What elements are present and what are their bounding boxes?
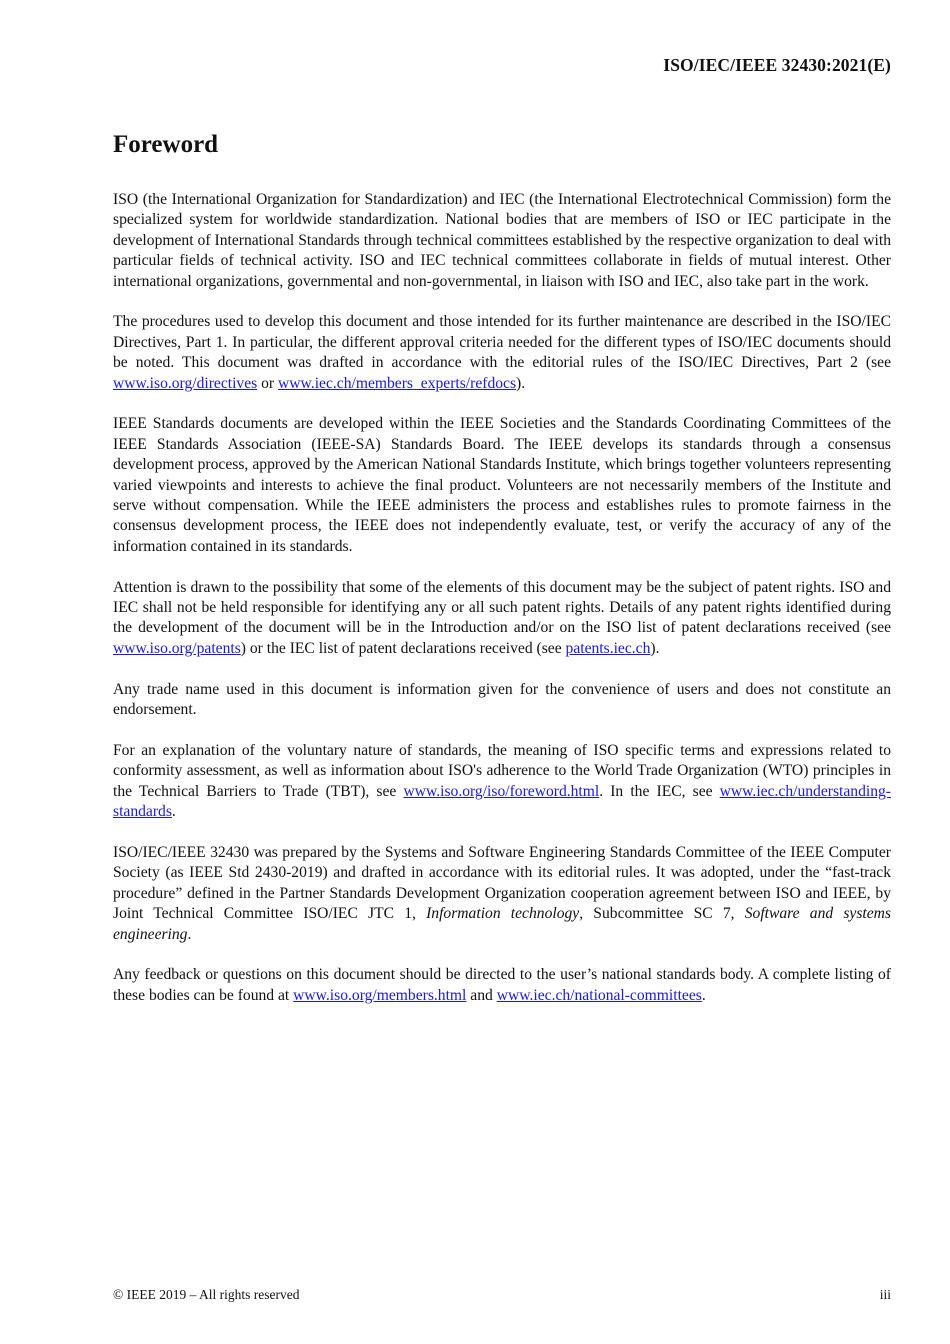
- paragraph-text: Attention is drawn to the possibility that some of the elements of this document may be the subject of patent rights. ISO and IEC shall not be held responsible for identifying any or all such patent rights. Details of any patent rights identified during the development of the document will be in the Introduction and/or on the ISO list of patent declarations received (see: [113, 578, 891, 637]
- paragraph-text: ISO/IEC/IEEE 32430 was prepared by the Systems and Software Engineering Standards Committee of the IEEE Computer Society (as IEEE Std 2430-2019) and drafted in accordance with its editorial rules. It was adopted, under the “fast-track procedure” defined in the Partner Standards Development Organization cooperation agreement between ISO and IEEE, by Joint Technical Committee ISO/IEC JTC 1,: [113, 843, 891, 923]
- paragraph-text: .: [171, 803, 176, 821]
- paragraph-trade-name: Any trade name used in this document is information given for the convenience of users and does not constitute an endorsement.: [113, 680, 891, 719]
- paragraph-text: ) or the IEC list of patent declarations received (see: [240, 639, 566, 657]
- paragraph-text: For an explanation of the voluntary nature of standards, the meaning of ISO specific terms and expressions related to conformity assessment, as well as information about ISO's adherence to the World Trade Organization (WTO) principles in the Technical Barriers to Trade (TBT), see: [113, 741, 891, 800]
- paragraph-text: or: [257, 374, 279, 392]
- paragraph-prepared-by: [113, 843, 891, 945]
- paragraph-text: ).: [650, 639, 660, 657]
- paragraph-text: .: [701, 986, 706, 1004]
- italic-information-technology: Information technology: [426, 905, 580, 923]
- foreword-body: [113, 190, 891, 1027]
- link-iec-patents[interactable]: patents.iec.ch: [565, 639, 651, 657]
- link-iso-patents[interactable]: www.iso.org/patents: [113, 639, 241, 657]
- paragraph-feedback: [113, 965, 891, 1006]
- paragraph-patent-rights: [113, 578, 891, 660]
- link-iso-directives[interactable]: www.iso.org/directives: [113, 374, 258, 392]
- paragraph-text: . In the IEC, see: [599, 782, 720, 800]
- paragraph-ieee-standards: IEEE Standards documents are developed within the IEEE Societies and the Standards Coordinating Committees of the IEEE Standards Association (IEEE-SA) Standards Board. The IEEE develops its standards through a consensus development process, approved by the American National Standards Institute, which brings together volunteers representing varied viewpoints and interests to achieve the final product. Volunteers are not necessarily members of the Institute and serve without compensation. While the IEEE administers the process and establishes rules to promote fairness in the consensus development process, the IEEE does not independently evaluate, test, or verify the accuracy of any of the information contained in its standards.: [113, 415, 891, 555]
- page-title: Foreword: [113, 131, 219, 158]
- paragraph-procedures: [113, 312, 891, 394]
- paragraph-text: Any feedback or questions on this document should be directed to the user’s national standards body. A complete listing of these bodies can be found at: [113, 966, 891, 1004]
- link-iec-understanding-standards[interactable]: www.iec.ch/understanding-standards: [113, 782, 891, 821]
- page-number: iii: [879, 1287, 891, 1302]
- document-id-header: ISO/IEC/IEEE 32430:2021(E): [663, 55, 891, 75]
- paragraph-text: ).: [516, 374, 526, 392]
- paragraph-iso-iec-intro: ISO (the International Organization for Standardization) and IEC (the International Electrotechnical Commission) form the specialized system for worldwide standardization. National bodies that are members of ISO or IEC participate in the development of International Standards through technical committees established by the respective organization to deal with particular fields of technical activity. ISO and IEC technical committees collaborate in fields of mutual interest. Other international organizations, governmental and non-governmental, in liaison with ISO and IEC, also take part in the work.: [113, 191, 891, 290]
- paragraph-text: .: [187, 925, 192, 943]
- paragraph-text: The procedures used to develop this document and those intended for its further maintenance are described in the ISO/IEC Directives, Part 1. In particular, the different approval criteria needed for the different types of ISO/IEC documents should be noted. This document was drafted in accordance with the editorial rules of the ISO/IEC Directives, Part 2 (see: [113, 313, 891, 372]
- link-iso-foreword[interactable]: www.iso.org/iso/foreword.html: [403, 782, 600, 800]
- paragraph-voluntary-nature: [113, 741, 891, 823]
- link-iec-refdocs[interactable]: www.iec.ch/members_experts/refdocs: [278, 374, 517, 392]
- link-iso-members[interactable]: www.iso.org/members.html: [293, 986, 467, 1004]
- page-footer: [113, 1287, 891, 1303]
- copyright-notice: © IEEE 2019 – All rights reserved: [113, 1287, 300, 1302]
- paragraph-text: , Subcommittee SC 7,: [579, 905, 745, 923]
- paragraph-text: and: [466, 986, 497, 1004]
- italic-software-systems-engineering: Software and systems engineering: [113, 905, 891, 943]
- link-iec-national-committees[interactable]: www.iec.ch/national-committees: [496, 986, 702, 1004]
